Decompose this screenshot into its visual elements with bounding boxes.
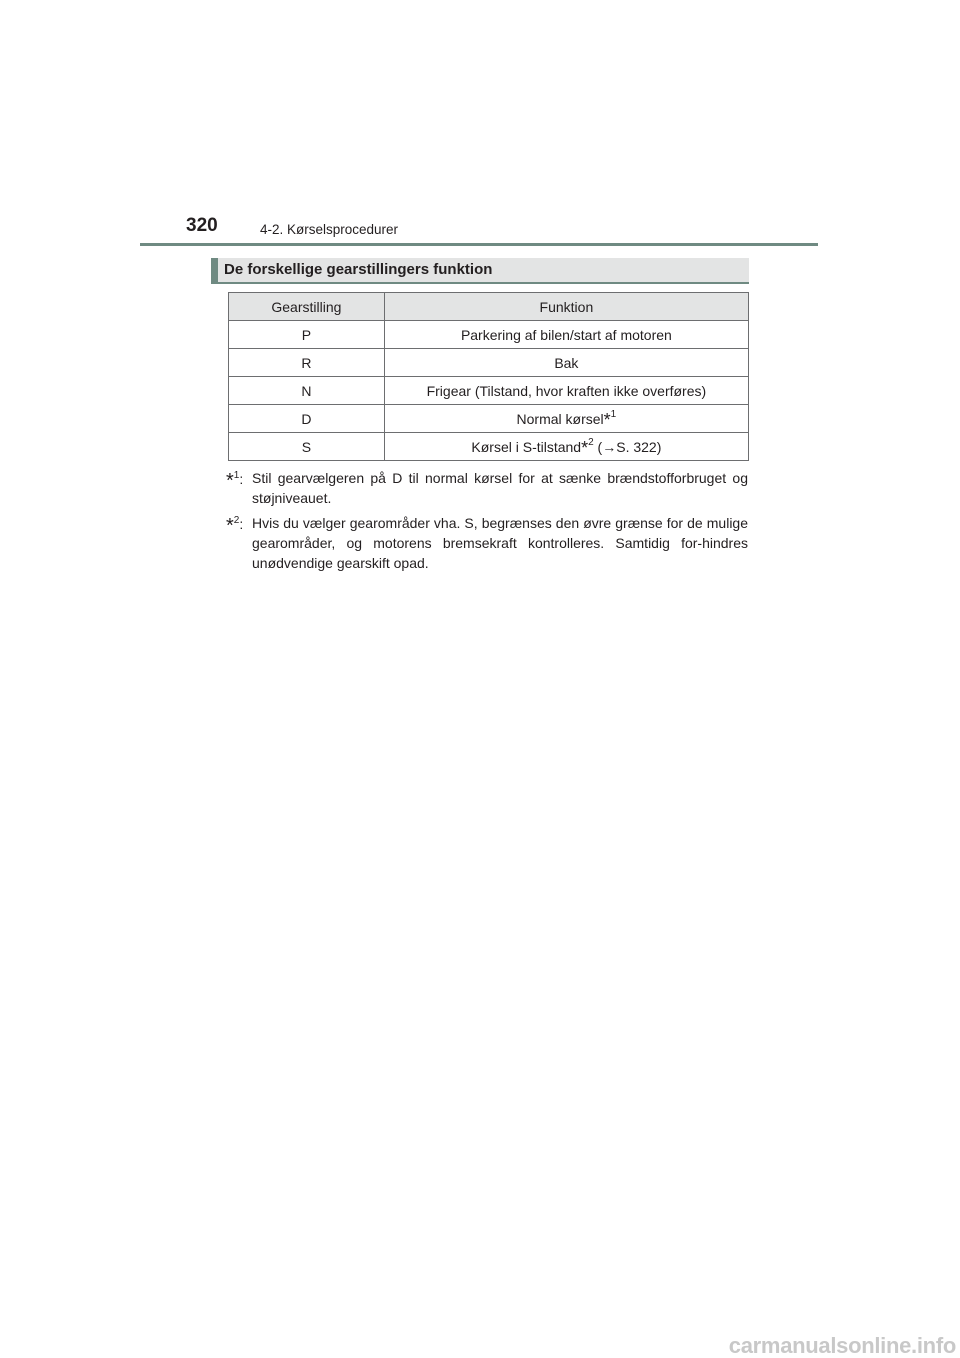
footnote-ref: 1 <box>610 409 617 420</box>
cell-gear: P <box>229 321 385 349</box>
footnote-ref: 2 <box>588 437 594 448</box>
cell-function: Parkering af bilen/start af motoren <box>384 321 748 349</box>
title-accent <box>211 258 218 284</box>
footnotes <box>226 468 748 578</box>
gear-function-table <box>228 292 749 461</box>
footnote-text: Hvis du vælger gearområder vha. S, begrænses den øvre grænse for de mulige gearområder, og motorens bremsekraft kontrolleres. Samtidig for-hindres unødvendige gearskift opad. <box>252 515 748 571</box>
footnote-star: * <box>226 515 234 537</box>
watermark: carmanualsonline.info <box>728 1334 956 1358</box>
cell-function: Bak <box>384 349 748 377</box>
table-row <box>229 349 749 377</box>
footnote-marker <box>226 513 243 537</box>
cell-function <box>384 405 748 433</box>
table-header-row <box>229 293 749 321</box>
cell-function <box>384 433 748 461</box>
header-rule <box>140 243 818 246</box>
section-header: 4-2. Kørselsprocedurer <box>260 222 399 237</box>
footnote-number: 1 <box>233 470 240 481</box>
section-title: De forskellige gearstillingers funktion <box>224 261 493 278</box>
cell-gear: S <box>229 433 385 461</box>
cell-gear: N <box>229 377 385 405</box>
table-row <box>229 405 749 433</box>
table-row <box>229 321 749 349</box>
page-number: 320 <box>186 215 218 236</box>
footnote-text: Stil gearvælgeren på D til normal kørsel for at sænke brændstofforbruget og støjniveauet. <box>252 470 748 506</box>
footnote-item <box>226 468 748 508</box>
column-header-function: Funktion <box>384 293 748 321</box>
footnote-separator: : <box>239 471 244 487</box>
footnote-star: * <box>226 470 234 492</box>
table-row <box>229 377 749 405</box>
footnote-marker <box>226 468 243 492</box>
section-title-bar <box>211 258 749 284</box>
footnote-star: * <box>603 410 611 430</box>
page-ref-arrow-icon: → <box>602 439 617 455</box>
function-text: Kørsel i S-tilstand <box>471 439 582 455</box>
column-header-gear: Gearstilling <box>229 293 385 321</box>
cell-gear: R <box>229 349 385 377</box>
cell-gear: D <box>229 405 385 433</box>
page-ref-link: S. 322) <box>616 439 662 455</box>
table-row <box>229 433 749 461</box>
footnote-number: 2 <box>233 515 240 526</box>
function-text: Normal kørsel <box>516 411 604 427</box>
footnote-item <box>226 513 748 573</box>
footnote-separator: : <box>239 516 244 532</box>
cell-function: Frigear (Tilstand, hvor kraften ikke overføres) <box>384 377 748 405</box>
page-ref-prefix: ( <box>593 439 603 455</box>
footnote-star: * <box>581 438 589 458</box>
